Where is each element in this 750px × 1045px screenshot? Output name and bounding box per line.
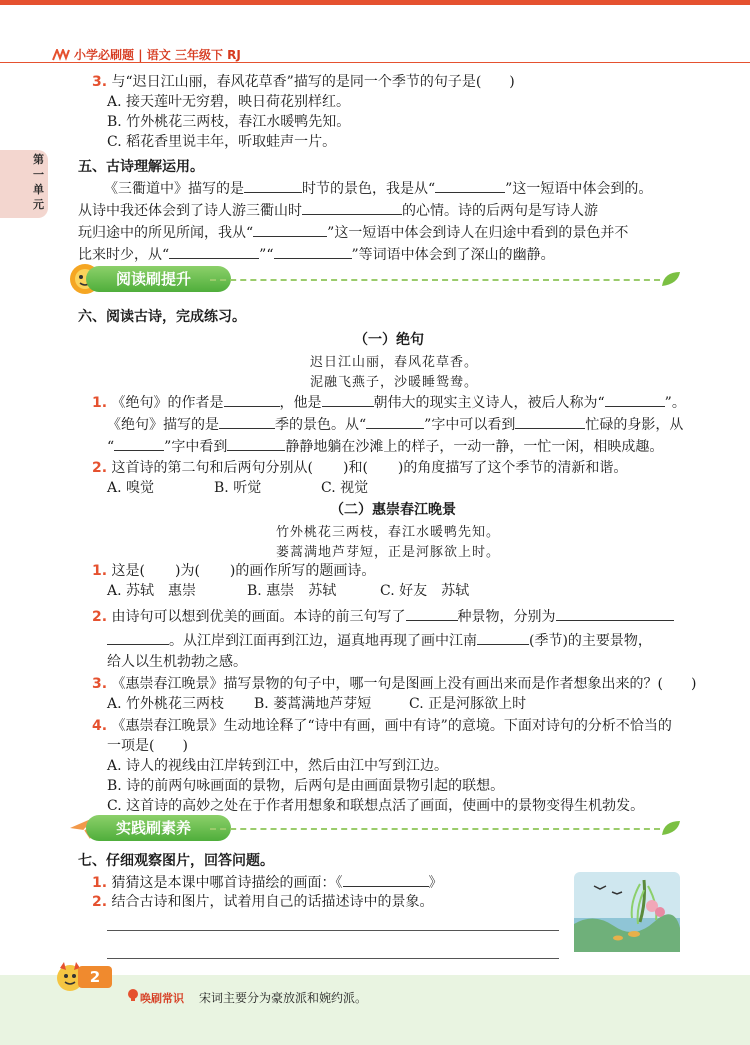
footer-background: [0, 975, 750, 1045]
text: 的心情。诗的后两句是写诗人游: [402, 203, 598, 219]
text: 玩归途中的所见所闻，我从“: [78, 225, 254, 241]
header-separator: |: [138, 48, 143, 62]
answer-blank[interactable]: [107, 630, 169, 645]
page-number: 2: [78, 966, 112, 988]
p2q3-option-c[interactable]: C. 正是河豚欲上时: [409, 696, 527, 712]
tip-text: 宋词主要分为豪放派和婉约派。: [199, 991, 368, 1005]
poem2-line1: 竹外桃花三两枝，春江水暖鸭先知。: [276, 525, 501, 540]
text: 《惠崇春江晚景》描写景物的句子中，哪一句是图画上没有画出来而是作者想象出来的？( ): [111, 676, 697, 692]
p2q3-option-b[interactable]: B. 蒌蒿满地芦芽短: [254, 696, 372, 712]
text: 时节的景色，我是从“: [302, 181, 436, 197]
section5-title: 五、古诗理解运用。: [78, 159, 204, 175]
p2q4-stem1: [92, 716, 672, 736]
q3-stem: [92, 72, 515, 92]
text: ”这一短语中体会到的。: [505, 181, 653, 197]
section7-title: 七、仔细观察图片，回答问题。: [78, 853, 274, 869]
p2q4-option-a[interactable]: A. 诗人的视线由江岸转到江中，然后由江中写到江边。: [107, 758, 449, 774]
text: ”这一短语中体会到诗人在归途中看到的景色并不: [327, 225, 629, 241]
question-number: 2.: [92, 460, 108, 476]
text: “: [107, 439, 115, 455]
text: 从诗中我还体会到了诗人游三衢山时: [78, 203, 302, 219]
poem2-title: （二）惠崇春江晚景: [330, 502, 456, 518]
reading-banner: 阅读刷提升: [86, 266, 231, 292]
text: (季节)的主要景物，: [529, 633, 652, 649]
p1q1-line3: [107, 436, 663, 457]
text: 猜猜这是本课中哪首诗描绘的画面：《: [111, 875, 343, 891]
answer-blank[interactable]: [406, 606, 458, 621]
section5-line3: [78, 222, 628, 243]
text: 朝伟大的现实主义诗人，被后人称为“: [373, 395, 605, 411]
spring-river-illustration: [574, 872, 680, 952]
header-top-bar: [0, 0, 750, 5]
text: 《惠崇春江晚景》生动地诠释了“诗中有画，画中有诗”的意境。下面对诗句的分析不恰当的: [111, 718, 672, 734]
answer-blank[interactable]: [515, 414, 585, 429]
p1q1-line2: [107, 414, 683, 435]
text: 《绝句》描写的是: [107, 417, 219, 433]
text: 》: [428, 875, 443, 891]
answer-blank[interactable]: [114, 436, 164, 451]
text: ”“: [259, 247, 274, 263]
p2q4-stem2: 一项是( ): [107, 738, 188, 754]
question-number: 1.: [92, 875, 108, 891]
answer-blank[interactable]: [322, 392, 374, 407]
text: ”字中看到: [164, 439, 228, 455]
tip-bulb-icon: [126, 988, 140, 1002]
banner-divider: [210, 828, 660, 830]
text: )和(: [342, 460, 368, 476]
question-number: 4.: [92, 718, 108, 734]
brand-logo-icon: [52, 49, 72, 61]
text: 《绝句》的作者是: [111, 395, 224, 411]
p2q4-option-b[interactable]: B. 诗的前两句咏画面的景物，后两句是由画面景物引起的联想。: [107, 778, 505, 794]
p2q1-option-c[interactable]: C. 好友 苏轼: [380, 583, 470, 599]
unit-tab-label: 第一单元: [33, 153, 44, 211]
tip-label: 唤刷常识: [140, 992, 184, 1005]
poem1-line2: 泥融飞燕子，沙暖睡鸳鸯。: [310, 375, 479, 390]
text: )的角度描写了这个季节的清新和谐。: [397, 460, 628, 476]
answer-blank[interactable]: [366, 414, 424, 429]
banner-divider: [210, 279, 660, 281]
answer-line[interactable]: [107, 958, 559, 959]
p1q2-option-c[interactable]: C. 视觉: [321, 480, 369, 496]
section5-line1: [104, 178, 652, 199]
s7q2-stem: [92, 892, 434, 912]
answer-blank[interactable]: [605, 392, 665, 407]
text: 忙碌的身影，从: [585, 417, 684, 433]
header-title: [74, 46, 241, 63]
answer-blank[interactable]: [302, 200, 402, 215]
brand-name: 小学必刷题: [74, 48, 135, 62]
question-number: 1.: [92, 563, 108, 579]
p2q3-option-a[interactable]: A. 竹外桃花三两枝: [107, 696, 225, 712]
text: 季的景色。从“: [275, 417, 367, 433]
question-number: 2.: [92, 894, 108, 910]
text: ”。: [664, 395, 686, 411]
leaf-icon: [660, 819, 682, 837]
p2q2-line3: 给人以生机勃勃之感。: [107, 654, 247, 670]
answer-blank[interactable]: [253, 222, 327, 237]
answer-blank[interactable]: [556, 606, 674, 621]
p1q2-stem: [92, 458, 627, 478]
q3-option-c[interactable]: C. 稻花香里说丰年，听取蛙声一片。: [107, 134, 337, 150]
question-number: 3.: [92, 74, 108, 90]
poem2-line2: 蒌蒿满地芦芽短，正是河豚欲上时。: [276, 545, 501, 560]
answer-blank[interactable]: [435, 178, 505, 193]
text: 。从江岸到江面再到江边，逼真地再现了画中江南: [169, 633, 477, 649]
answer-blank[interactable]: [343, 872, 429, 887]
practice-banner: 实践刷素养: [86, 815, 231, 841]
answer-blank[interactable]: [477, 630, 529, 645]
text: 比来时少，从“: [78, 247, 170, 263]
answer-blank[interactable]: [169, 244, 259, 259]
p1q2-option-b[interactable]: B. 听觉: [214, 480, 262, 496]
text: ”等词语中体会到了深山的幽静。: [351, 247, 555, 263]
q3-option-b[interactable]: B. 竹外桃花三两枝，春江水暖鸭先知。: [107, 114, 351, 130]
question-number: 3.: [92, 676, 108, 692]
answer-blank[interactable]: [219, 414, 275, 429]
section6-title: 六、阅读古诗，完成练习。: [78, 309, 246, 325]
text: 静静地躺在沙滩上的样子，一动一静，一忙一闲，相映成趣。: [285, 439, 664, 455]
section5-line4: [78, 244, 555, 265]
p1q2-option-a[interactable]: A. 嗅觉: [107, 480, 155, 496]
answer-blank[interactable]: [274, 244, 352, 259]
text: 种景物，分别为: [457, 609, 556, 625]
section5-line2: [78, 200, 598, 221]
text: )为(: [174, 563, 200, 579]
q3-option-a[interactable]: A. 接天莲叶无穷碧，映日荷花别样红。: [107, 94, 351, 110]
question-number: 2.: [92, 609, 108, 625]
answer-blank[interactable]: [244, 178, 302, 193]
text: 《三衢道中》描写的是: [104, 181, 244, 197]
text: )的画作所写的题画诗。: [229, 563, 376, 579]
p2q3-stem: [92, 674, 696, 694]
poem1-title: （一）绝句: [354, 332, 424, 348]
text: 这是(: [111, 563, 145, 579]
text: ，他是: [279, 395, 322, 411]
p2q2-line2: [107, 630, 652, 651]
answer-blank[interactable]: [224, 392, 280, 407]
answer-line[interactable]: [107, 930, 559, 931]
text: ”字中可以看到: [424, 417, 516, 433]
p1q1-line1: [92, 392, 686, 413]
text: 由诗句可以想到优美的画面。本诗的前三句写了: [111, 609, 406, 625]
p2q2-line1: [92, 606, 674, 627]
leaf-icon: [660, 270, 682, 288]
answer-blank[interactable]: [227, 436, 285, 451]
question-number: 1.: [92, 395, 108, 411]
question-text: 与“迟日江山丽，春风花草香”描写的是同一个季节的句子是( ): [111, 74, 515, 90]
p2q1-stem: [92, 561, 375, 581]
poem1-line1: 迟日江山丽，春风花草香。: [310, 355, 479, 370]
p2q4-option-c[interactable]: C. 这首诗的高妙之处在于作者用想象和联想点活了画面，使画中的景物变得生机勃发。: [107, 798, 645, 814]
p2q1-option-b[interactable]: B. 惠崇 苏轼: [247, 583, 337, 599]
header-rule: [0, 62, 750, 63]
s7q1-stem: [92, 872, 443, 893]
p2q1-option-a[interactable]: A. 苏轼 惠崇: [107, 583, 197, 599]
text: 这首诗的第二句和后两句分别从(: [111, 460, 313, 476]
text: 结合古诗和图片，试着用自己的话描述诗中的景象。: [111, 894, 434, 910]
subject-label: 语文 三年级下 RJ: [146, 48, 241, 62]
